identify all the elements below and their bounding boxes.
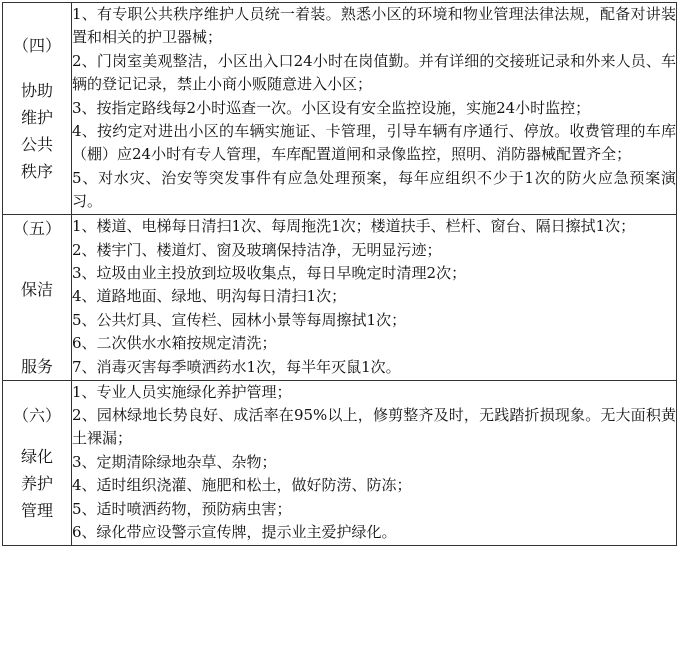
list-item: 6、二次供水水箱按规定清洗； — [72, 334, 277, 353]
section-title-line: 服务 — [20, 356, 53, 376]
section-title-line: 保洁 — [20, 279, 53, 299]
section-content-public-order — [72, 3, 677, 215]
section-title-line: 绿化 — [20, 446, 53, 466]
section-label-public-order — [3, 3, 72, 215]
list-item: 1、楼道、电梯每日清扫1次、每周拖洗1次；楼道扶手、栏杆、窗台、隔日擦拭1次； — [72, 217, 636, 236]
list-item: 3、定期清除绿地杂草、杂物； — [72, 452, 277, 471]
section-row-public-order — [3, 3, 677, 215]
list-item: 2、门岗室美观整洁，小区出入口24小时在岗值勤。并有详细的交接班记录和外来人员、车辆的登记记录，禁止小商小贩随意进入小区； — [72, 51, 676, 94]
section-row-greening — [3, 380, 677, 545]
list-item: 1、专业人员实施绿化养护管理； — [72, 382, 292, 401]
section-title-line: 养护 — [20, 473, 53, 493]
list-item: 3、按指定路线每2小时巡查一次。小区设有安全监控设施，实施24小时监控； — [72, 98, 591, 117]
section-row-cleaning — [3, 214, 677, 380]
section-title-line: 秩序 — [20, 161, 53, 181]
list-item: 4、道路地面、绿地、明沟每日清扫1次； — [72, 287, 347, 306]
list-item: 7、消毒灭害每季喷洒药水1次，每半年灭鼠1次。 — [72, 357, 401, 376]
section-label-greening — [3, 380, 72, 545]
section-content-greening — [72, 380, 677, 545]
section-number: （六） — [12, 405, 61, 425]
section-label-cleaning — [3, 214, 72, 380]
section-title-line: 维护 — [20, 107, 53, 127]
section-title-line: 管理 — [20, 500, 53, 520]
list-item: 2、园林绿地长势良好、成活率在95%以上，修剪整齐及时，无践踏折损现象。无大面积黄土裸漏； — [72, 406, 676, 448]
section-title-line: 公共 — [20, 134, 53, 154]
list-item: 6、绿化带应设警示宣传牌，提示业主爱护绿化。 — [72, 523, 397, 542]
list-item: 1、有专职公共秩序维护人员统一着装。熟悉小区的环境和物业管理法律法规，配备对讲装置和相关的护卫器械； — [72, 5, 676, 47]
list-item: 4、适时组织浇灌、施肥和松土，做好防涝、防冻； — [72, 476, 412, 495]
label-spacer — [3, 303, 71, 353]
service-standards-table — [2, 2, 677, 546]
list-item: 4、按约定对进出小区的车辆实施证、卡管理，引导车辆有序通行、停放。收费管理的车库（棚）应24小时有专人管理，车库配置道闸和录像监控，照明、消防器械配置齐全； — [72, 122, 676, 164]
section-content-cleaning — [72, 214, 677, 380]
list-item: 5、对水灾、治安等突发事件有应急处理预案，每年应组织不少于1次的防火应急预案演习。 — [72, 168, 676, 211]
section-title-line: 协助 — [20, 80, 53, 100]
list-item: 3、垃圾由业主投放到垃圾收集点，每日早晚定时清理2次； — [72, 264, 467, 283]
section-number: （五） — [12, 218, 61, 238]
list-item: 5、适时喷洒药物，预防病虫害； — [72, 499, 292, 518]
section-number: （四） — [12, 35, 61, 55]
list-item: 2、楼宇门、楼道灯、窗及玻璃保持洁净，无明显污迹； — [72, 240, 442, 259]
list-item: 5、公共灯具、宣传栏、园林小景等每周擦拭1次； — [72, 310, 407, 329]
